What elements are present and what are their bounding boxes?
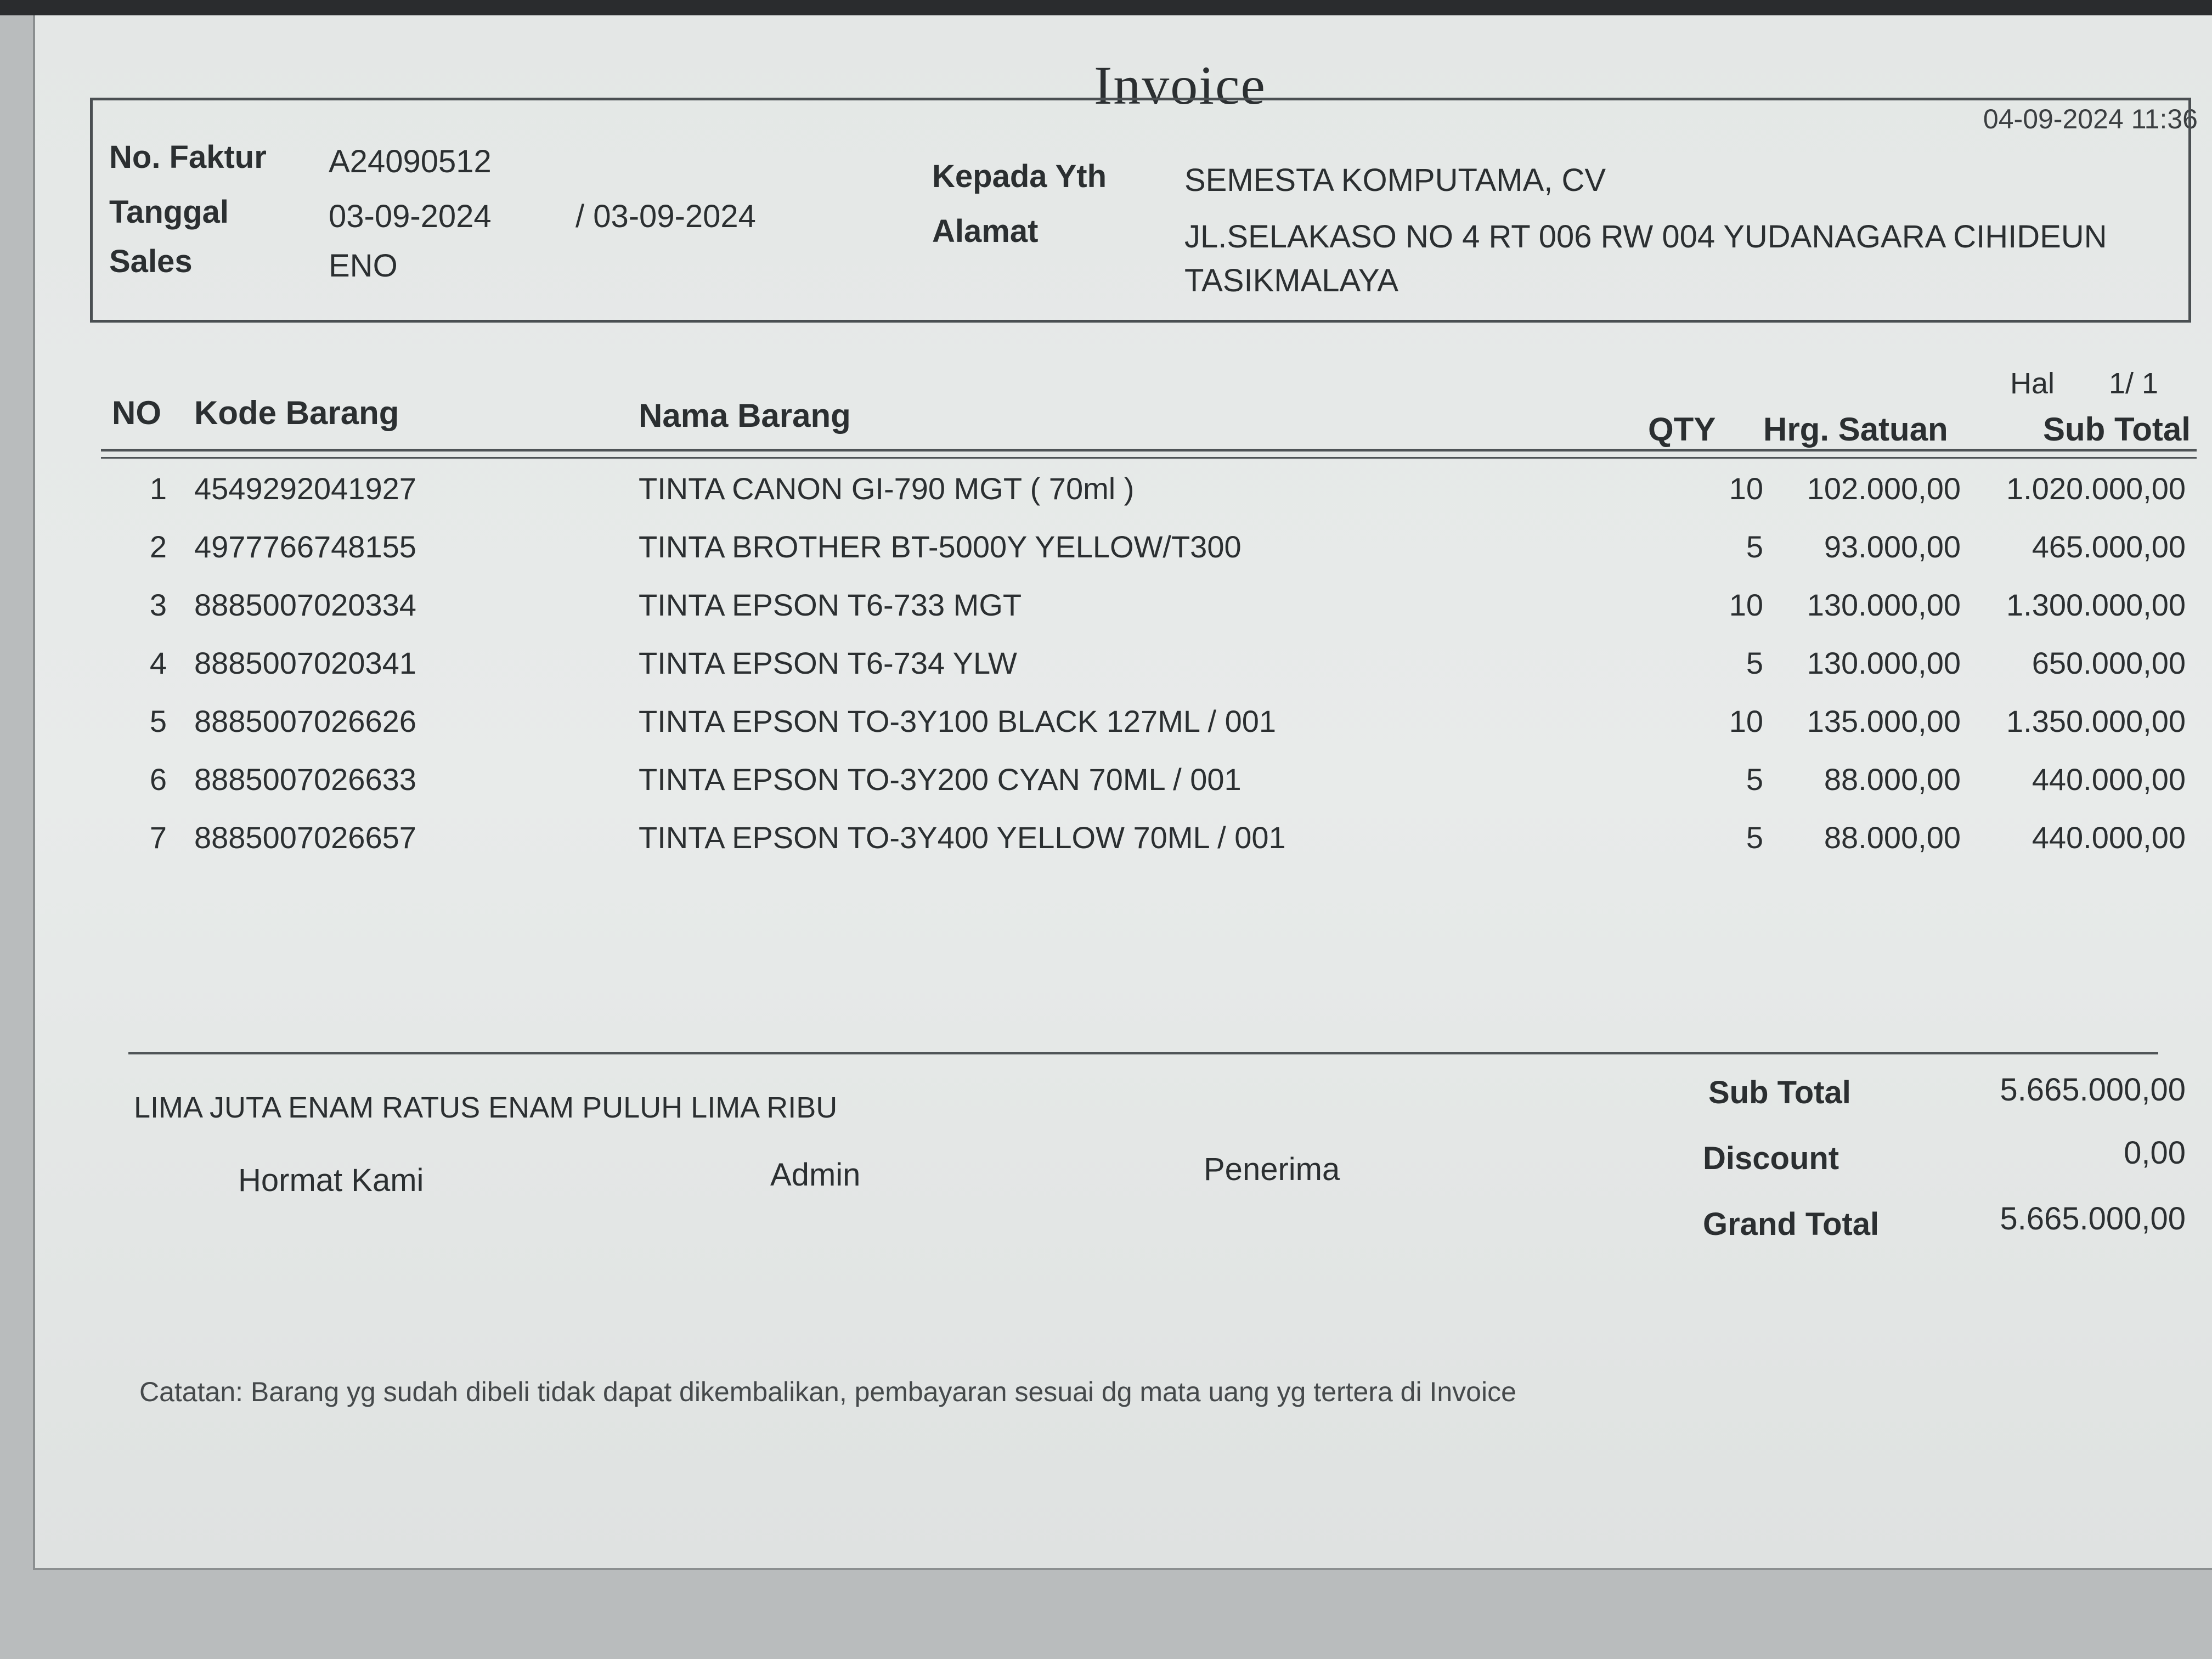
tanggal-value-2: / 03-09-2024 xyxy=(575,199,756,234)
col-header-nama: Nama Barang xyxy=(639,397,851,434)
row-subtotal: 440.000,00 xyxy=(2032,820,2186,855)
terbilang-text: LIMA JUTA ENAM RATUS ENAM PULUH LIMA RIBU xyxy=(134,1091,838,1124)
row-kode: 8885007026657 xyxy=(194,820,416,855)
row-nama: TINTA BROTHER BT-5000Y YELLOW/T300 xyxy=(639,529,1242,564)
row-kode: 8885007020334 xyxy=(194,588,416,622)
penerima-label: Penerima xyxy=(1204,1152,1340,1187)
col-header-qty: QTY xyxy=(1648,411,1716,448)
printed-timestamp: 04-09-2024 11:36 xyxy=(1983,104,2198,134)
row-no: 2 xyxy=(149,529,167,564)
row-no: 4 xyxy=(149,646,167,680)
row-harga: 93.000,00 xyxy=(1824,529,1961,564)
row-subtotal: 1.020.000,00 xyxy=(2006,471,2186,506)
alamat-line-1: JL.SELAKASO NO 4 RT 006 RW 004 YUDANAGARA CIHIDEUN xyxy=(1184,219,2107,255)
row-nama: TINTA EPSON T6-734 YLW xyxy=(639,646,1017,680)
row-qty: 10 xyxy=(1729,588,1763,622)
row-subtotal: 440.000,00 xyxy=(2032,762,2186,797)
row-subtotal: 1.300.000,00 xyxy=(2006,588,2186,622)
row-no: 7 xyxy=(149,820,167,855)
col-header-kode: Kode Barang xyxy=(194,394,399,431)
row-nama: TINTA EPSON TO-3Y200 CYAN 70ML / 001 xyxy=(639,762,1242,797)
tanggal-value: 03-09-2024 xyxy=(329,199,492,234)
table-header-rule-top xyxy=(101,449,2197,452)
hormat-kami-label: Hormat Kami xyxy=(238,1163,424,1198)
row-qty: 5 xyxy=(1746,529,1763,564)
row-harga: 135.000,00 xyxy=(1807,704,1961,738)
no-faktur-label: No. Faktur xyxy=(109,139,267,175)
sales-label: Sales xyxy=(109,244,193,279)
row-qty: 5 xyxy=(1746,762,1763,797)
row-nama: TINTA CANON GI-790 MGT ( 70ml ) xyxy=(639,471,1135,506)
page-label: Hal xyxy=(2010,367,2055,400)
row-qty: 10 xyxy=(1729,471,1763,506)
subtotal-label: Sub Total xyxy=(1708,1075,1851,1110)
invoice-title: Invoice xyxy=(1094,55,1266,116)
invoice-header-box xyxy=(90,98,2191,323)
row-kode: 4977766748155 xyxy=(194,529,416,564)
sales-value: ENO xyxy=(329,248,398,284)
col-header-no: NO xyxy=(112,394,161,431)
row-subtotal: 650.000,00 xyxy=(2032,646,2186,680)
row-kode: 4549292041927 xyxy=(194,471,416,506)
row-no: 3 xyxy=(149,588,167,622)
alamat-label: Alamat xyxy=(932,213,1039,249)
row-qty: 10 xyxy=(1729,704,1763,738)
row-kode: 8885007020341 xyxy=(194,646,416,680)
grandtotal-label: Grand Total xyxy=(1703,1206,1880,1242)
invoice-sheet xyxy=(33,15,2212,1570)
row-subtotal: 1.350.000,00 xyxy=(2006,704,2186,738)
grandtotal-value: 5.665.000,00 xyxy=(2000,1201,2186,1237)
row-nama: TINTA EPSON TO-3Y400 YELLOW 70ML / 001 xyxy=(639,820,1286,855)
row-nama: TINTA EPSON T6-733 MGT xyxy=(639,588,1022,622)
row-nama: TINTA EPSON TO-3Y100 BLACK 127ML / 001 xyxy=(639,704,1277,738)
row-no: 6 xyxy=(149,762,167,797)
screen-top-edge xyxy=(0,0,2212,15)
col-header-harga: Hrg. Satuan xyxy=(1763,411,1948,448)
table-header-rule-bottom xyxy=(101,457,2197,459)
row-harga: 88.000,00 xyxy=(1824,762,1961,797)
row-qty: 5 xyxy=(1746,820,1763,855)
row-qty: 5 xyxy=(1746,646,1763,680)
row-harga: 102.000,00 xyxy=(1807,471,1961,506)
discount-label: Discount xyxy=(1703,1141,1839,1176)
kepada-value: SEMESTA KOMPUTAMA, CV xyxy=(1184,162,1606,198)
row-no: 5 xyxy=(149,704,167,738)
alamat-line-2: TASIKMALAYA xyxy=(1184,263,1398,298)
no-faktur-value: A24090512 xyxy=(329,144,492,179)
row-subtotal: 465.000,00 xyxy=(2032,529,2186,564)
row-kode: 8885007026633 xyxy=(194,762,416,797)
admin-label: Admin xyxy=(770,1157,861,1193)
row-harga: 130.000,00 xyxy=(1807,646,1961,680)
row-harga: 130.000,00 xyxy=(1807,588,1961,622)
row-harga: 88.000,00 xyxy=(1824,820,1961,855)
row-kode: 8885007026626 xyxy=(194,704,416,738)
col-header-subtotal: Sub Total xyxy=(2043,411,2191,448)
row-no: 1 xyxy=(149,471,167,506)
page-value: 1/ 1 xyxy=(2109,367,2159,400)
kepada-label: Kepada Yth xyxy=(932,159,1107,194)
summary-rule xyxy=(128,1052,2158,1054)
discount-value: 0,00 xyxy=(2124,1135,2186,1171)
tanggal-label: Tanggal xyxy=(109,194,229,230)
catatan-note: Catatan: Barang yg sudah dibeli tidak dapat dikembalikan, pembayaran sesuai dg mata uang yg tertera di Invoice xyxy=(139,1376,1516,1407)
subtotal-value: 5.665.000,00 xyxy=(2000,1072,2186,1108)
